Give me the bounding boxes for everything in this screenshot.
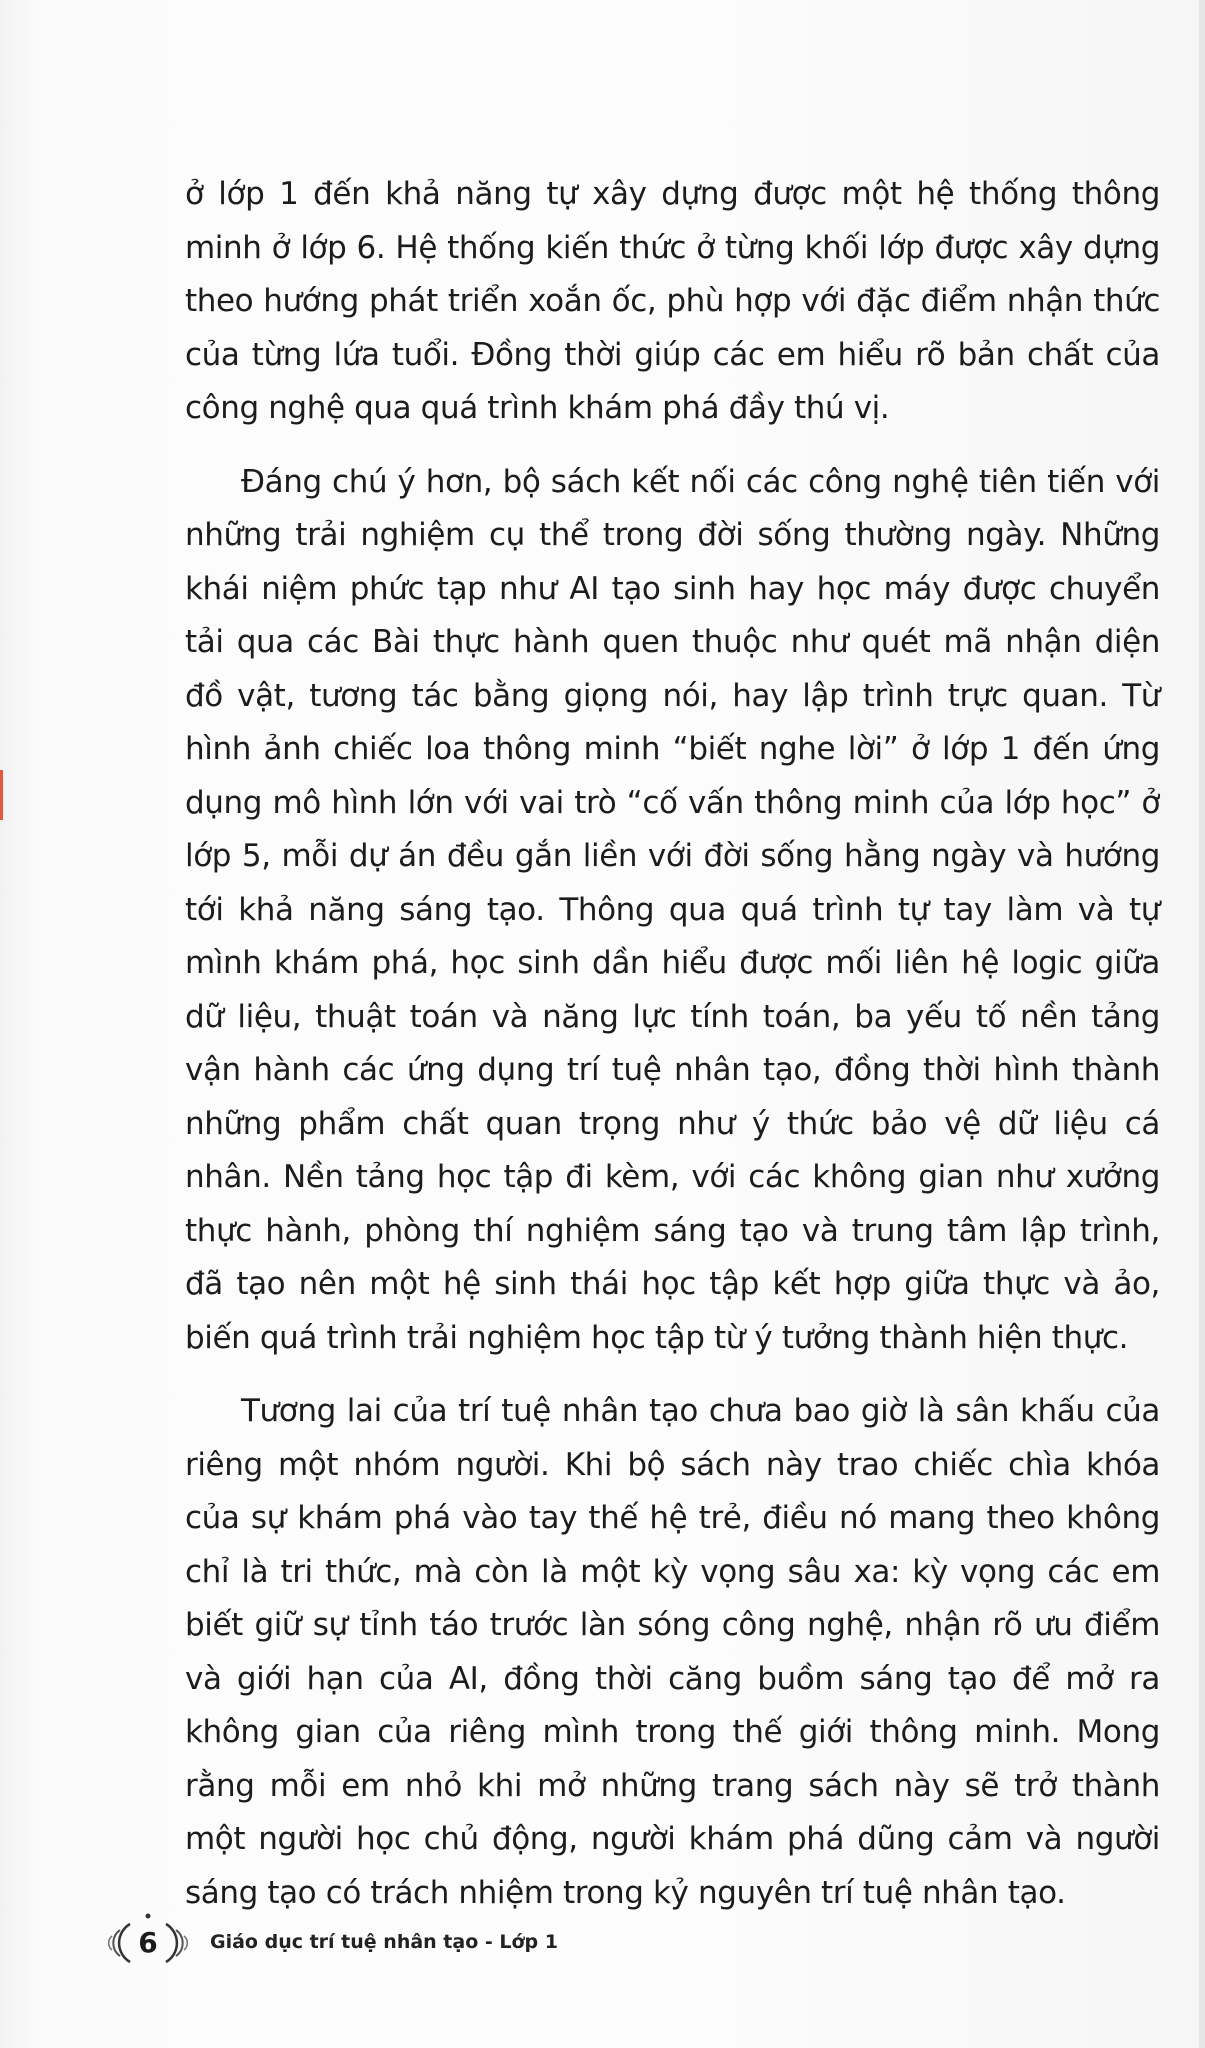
paragraph-1: ở lớp 1 đến khả năng tự xây dựng được một hệ thống thông minh ở lớp 6. Hệ thống kiến thức ở từng khối lớp được xây dựng theo hướng phát triển xoắn ốc, phù hợp với đặc điểm nhận thức của từng lứa tuổi. Đồng thời giúp các em hiểu rõ bản chất của công nghệ qua quá trình khám phá đầy thú vị. (185, 176, 1160, 426)
paragraph-2: Đáng chú ý hơn, bộ sách kết nối các công nghệ tiên tiến với những trải nghiệm cụ thể trong đời sống thường ngày. Những khái niệm phức tạp như AI tạo sinh hay học máy được chuyển tải qua các Bài thực hành quen thuộc như quét mã nhận diện đồ vật, tương tác bằng giọng nói, hay lập trình trực quan. Từ hình ảnh chiếc loa thông minh “biết nghe lời” ở lớp 1 đến ứng dụng mô hình lớn với vai trò “cố vấn thông minh của lớp học” ở lớp 5, mỗi dự án đều gắn liền với đời sống hằng ngày và hướng tới khả năng sáng tạo. Thông qua quá trình tự tay làm và tự mình khám phá, học sinh dần hiểu được mối liên hệ logic giữa dữ liệu, thuật toán và năng lực tính toán, ba yếu tố nền tảng vận hành các ứng dụng trí tuệ nhân tạo, đồng thời hình thành những phẩm chất quan trọng như ý thức bảo vệ dữ liệu cá nhân. Nền tảng học tập đi kèm, với các không gian như xưởng thực hành, phòng thí nghiệm sáng tạo và trung tâm lập trình, đã tạo nên một hệ sinh thái học tập kết hợp giữa thực và ảo, biến quá trình trải nghiệm học tập từ ý tưởng thành hiện thực. (185, 463, 1160, 1356)
page-edge-accent (0, 770, 3, 820)
body-text (185, 168, 1160, 1920)
page-footer (100, 1912, 558, 1972)
page-number: 6 (138, 1925, 158, 1959)
page-number-badge (100, 1912, 196, 1972)
paragraph-3: Tương lai của trí tuệ nhân tạo chưa bao giờ là sân khấu của riêng một nhóm người. Khi bộ sách này trao chiếc chìa khóa của sự khám phá vào tay thế hệ trẻ, điều nó mang theo không chỉ là tri thức, mà còn là một kỳ vọng sâu xa: kỳ vọng các em biết giữ sự tỉnh táo trước làn sóng công nghệ, nhận rõ ưu điểm và giới hạn của AI, đồng thời căng buồm sáng tạo để mở ra không gian của riêng mình trong thế giới thông minh. Mong rằng mỗi em nhỏ khi mở những trang sách này sẽ trở thành một người học chủ động, người khám phá dũng cảm và người sáng tạo có trách nhiệm trong kỷ nguyên trí tuệ nhân tạo. (185, 1393, 1160, 1911)
running-footer-title: Giáo dục trí tuệ nhân tạo - Lớp 1 (210, 1931, 558, 1953)
page-edge-shadow (1199, 0, 1205, 2048)
